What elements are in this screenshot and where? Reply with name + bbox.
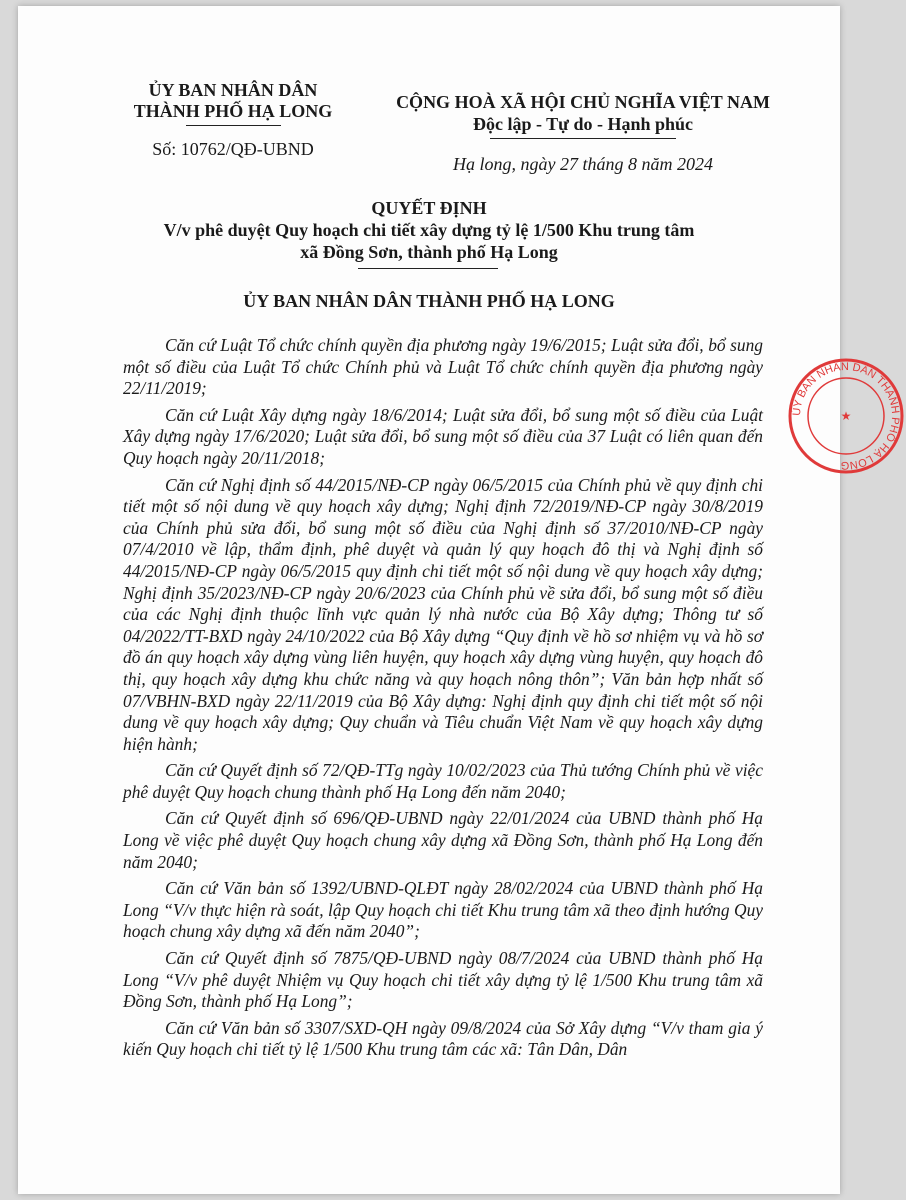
national-motto: Độc lập - Tự do - Hạnh phúc <box>472 114 694 134</box>
national-title: CỘNG HOÀ XÃ HỘI CHỦ NGHĨA VIỆT NAM <box>396 92 770 112</box>
official-seal-stamp <box>786 356 906 476</box>
agency-underline <box>186 125 281 126</box>
issuing-authority: ỦY BAN NHÂN DÂN THÀNH PHỐ HẠ LONG <box>243 291 615 311</box>
svg-text:★: ★ <box>840 409 852 423</box>
agency-name-line1: ỦY BAN NHÂN DÂN <box>148 80 318 100</box>
legal-basis-paragraph: Căn cứ Luật Xây dựng ngày 18/6/2014; Luật sửa đổi, bổ sung một số điều của Luật Xây dựng ngày 17/6/2020; Luật sửa đổi, bổ sung một số điều của 37 Luật có liên quan đến Quy hoạch ngày 20/11/2018; <box>123 404 763 468</box>
agency-name-line2: THÀNH PHỐ HẠ LONG <box>133 101 333 121</box>
legal-basis-paragraph: Căn cứ Luật Tổ chức chính quyền địa phương ngày 19/6/2015; Luật sửa đổi, bổ sung một số điều của Luật Tổ chức Chính phủ và Luật Tổ chức chính quyền địa phương ngày 22/11/2019; <box>123 335 763 399</box>
motto-underline <box>490 138 676 139</box>
document-number: Số: 10762/QĐ-UBND <box>152 139 314 159</box>
legal-basis-paragraph: Căn cứ Văn bản số 1392/UBND-QLĐT ngày 28/02/2024 của UBND thành phố Hạ Long “V/v thực hiện rà soát, lập Quy hoạch chi tiết Khu trung tâm xã theo định hướng Quy hoạch chung xây dựng xã đến năm 2040”; <box>123 878 763 942</box>
legal-basis-paragraph: Căn cứ Văn bản số 3307/SXD-QH ngày 09/8/2024 của Sở Xây dựng “V/v tham gia ý kiến Quy hoạch chi tiết tỷ lệ 1/500 Khu trung tâm các xã: Tân Dân, Dân <box>123 1017 763 1060</box>
decision-subject-line2: xã Đồng Sơn, thành phố Hạ Long <box>300 242 558 262</box>
decision-subject-line1: V/v phê duyệt Quy hoạch chi tiết xây dựng tỷ lệ 1/500 Khu trung tâm <box>163 220 695 240</box>
document-page <box>18 6 902 1194</box>
legal-basis-paragraph: Căn cứ Quyết định số 72/QĐ-TTg ngày 10/02/2023 của Thủ tướng Chính phủ về việc phê duyệt Quy hoạch chung thành phố Hạ Long đến năm 2040; <box>123 760 763 802</box>
legal-basis-paragraph: Căn cứ Quyết định số 7875/QĐ-UBND ngày 08/7/2024 của UBND thành phố Hạ Long “V/v phê duyệt Nhiệm vụ Quy hoạch chi tiết xây dựng tỷ lệ 1/500 Khu trung tâm xã Đồng Sơn, thành phố Hạ Long”; <box>123 948 763 1012</box>
decision-heading: QUYẾT ĐỊNH <box>371 198 487 218</box>
subject-underline <box>358 268 498 269</box>
place-date: Hạ long, ngày 27 tháng 8 năm 2024 <box>453 154 713 174</box>
decision-body <box>123 335 763 1066</box>
legal-basis-paragraph: Căn cứ Nghị định số 44/2015/NĐ-CP ngày 06/5/2015 của Chính phủ về quy định chi tiết một số nội dung về quy hoạch xây dựng; Nghị định 72/2019/NĐ-CP ngày 30/8/2019 của Chính phủ sửa đổi, bổ sung một số điều của Nghị định số 37/2010/NĐ-CP ngày 07/4/2010 về lập, thẩm định, phê duyệt và quản lý quy hoạch đô thị và Nghị định số 44/2015/NĐ-CP ngày 06/5/2015 quy định chi tiết một số nội dung về quy hoạch xây dựng; Nghị định 35/2023/NĐ-CP ngày 20/6/2023 của Chính phủ về sửa đổi, bổ sung một số điều của các Nghị định thuộc lĩnh vực quản lý nhà nước của Bộ Xây dựng; Thông tư số 04/2022/TT-BXD ngày 24/10/2022 của Bộ Xây dựng “Quy định về hồ sơ nhiệm vụ và hồ sơ đồ án quy hoạch xây dựng vùng liên huyện, quy hoạch xây dựng vùng huyện, quy hoạch đô thị, quy hoạch xây dựng khu chức năng và quy hoạch nông thôn”; Văn bản hợp nhất số 07/VBHN-BXD ngày 22/11/2019 của Bộ Xây dựng: Nghị định quy định chi tiết một số nội dung về quy hoạch xây dựng; Quy chuẩn và Tiêu chuẩn Việt Nam về quy hoạch xây dựng hiện hành; <box>123 474 763 754</box>
svg-text:ỦY BAN NHÂN DÂN THÀNH PHỐ HẠ L: ỦY BAN NHÂN DÂN THÀNH PHỐ HẠ LONG <box>790 360 902 472</box>
legal-basis-paragraph: Căn cứ Quyết định số 696/QĐ-UBND ngày 22/01/2024 của UBND thành phố Hạ Long về việc phê duyệt Quy hoạch chung xây dựng xã Đồng Sơn, thành phố Hạ Long đến năm 2040; <box>123 808 763 872</box>
